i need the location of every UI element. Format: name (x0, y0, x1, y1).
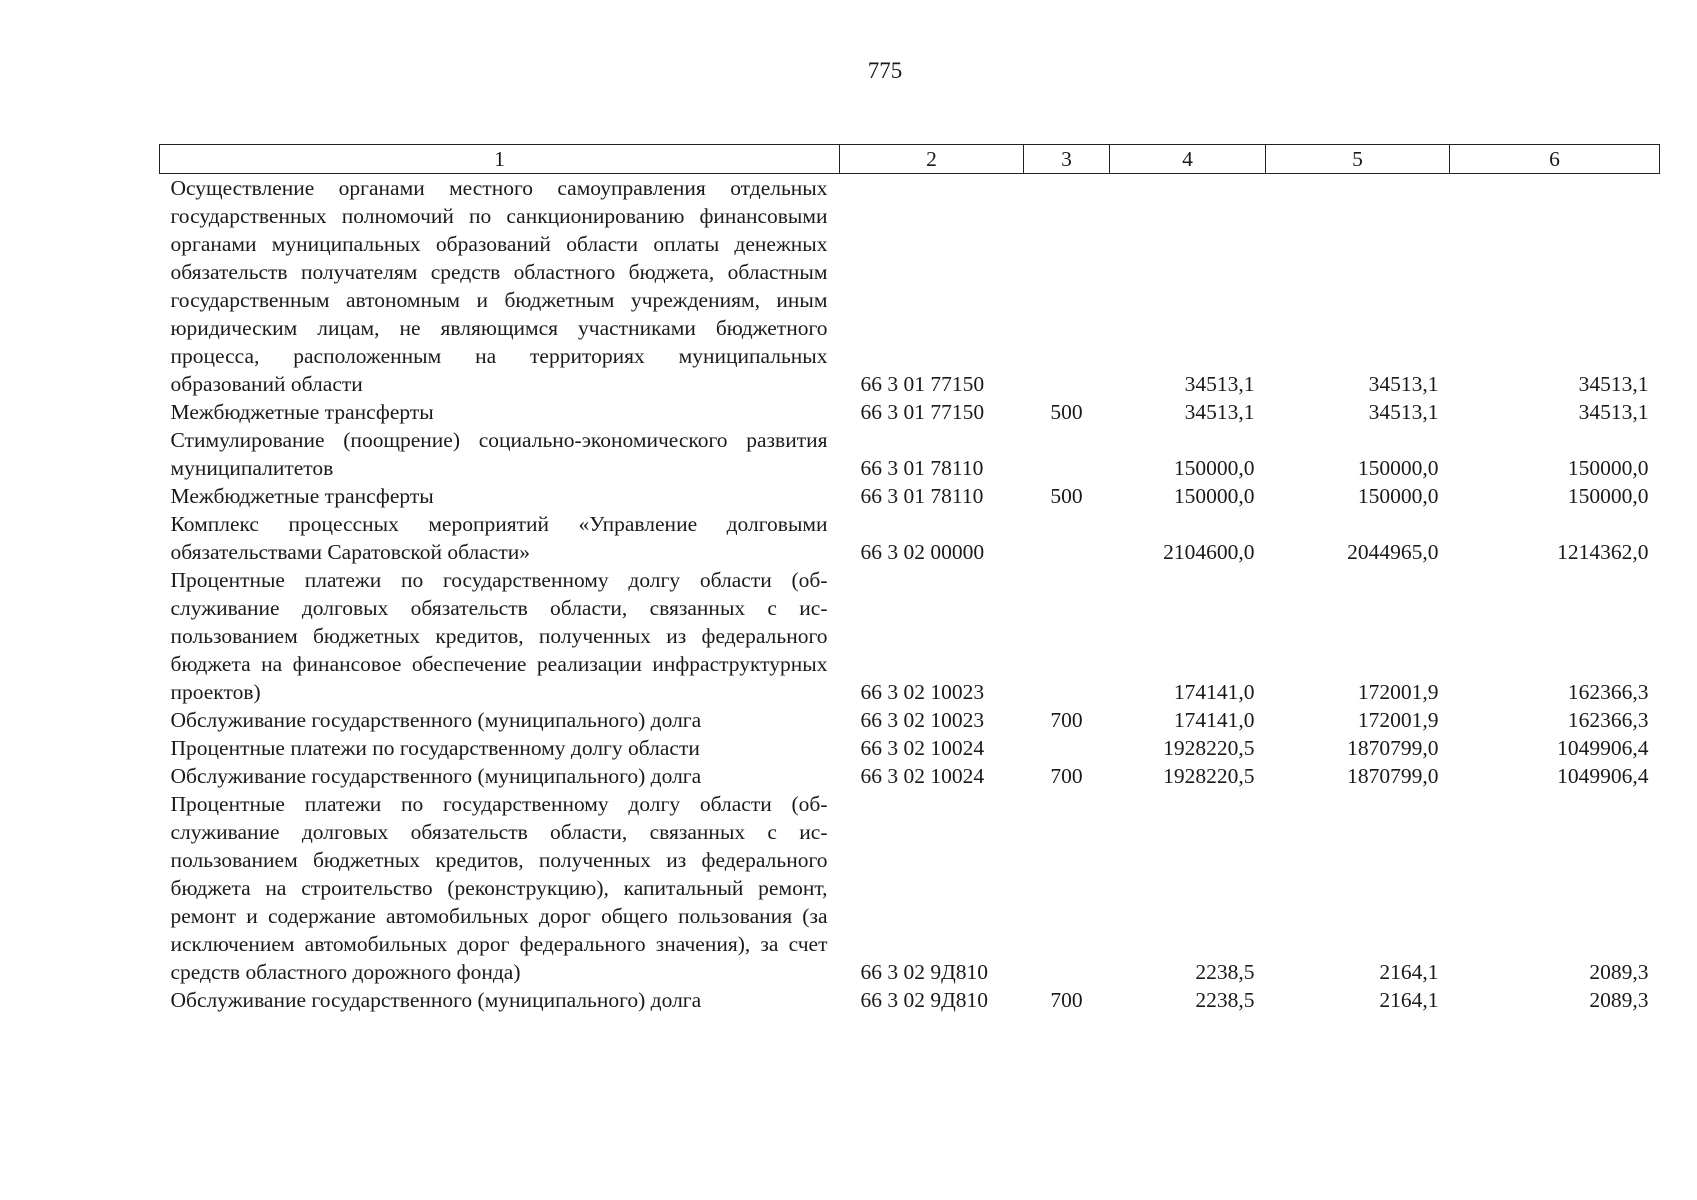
row-value-col5: 2044965,0 (1347, 540, 1439, 564)
row-name: Процентные платежи по государственному долгу области (170, 736, 700, 760)
row-value-col6: 1049906,4 (1557, 736, 1649, 760)
column-header-2: 2 (840, 145, 1024, 174)
row-expense-type (1024, 174, 1110, 399)
row-value-col4: 1928220,5 (1163, 736, 1255, 760)
table-row (160, 734, 1660, 762)
row-value-col4: 34513,1 (1184, 372, 1255, 396)
row-code: 66 3 01 78110 (860, 456, 984, 480)
row-value-col5: 1870799,0 (1347, 736, 1439, 760)
row-value-col6: 1214362,0 (1557, 540, 1649, 564)
row-code: 66 3 02 10024 (860, 764, 985, 788)
row-value-col5: 172001,9 (1357, 708, 1439, 732)
row-name: Процентные платежи по государственному долгу области (обслуживание долговых обязательств области, связанных с использованием бюджетных кредитов, полученных из федерального бюджета на финансовое обеспечение реализации инфраструктурных проектов) (170, 568, 828, 704)
table-row (160, 762, 1660, 790)
row-value-col5: 2164,1 (1379, 960, 1439, 984)
row-expense-type: 500 (1050, 484, 1083, 508)
row-value-col5: 150000,0 (1357, 484, 1439, 508)
page-number: 775 (867, 58, 903, 83)
row-value-col6: 2089,3 (1589, 988, 1649, 1012)
row-expense-type: 700 (1050, 764, 1083, 788)
row-value-col5: 1870799,0 (1347, 764, 1439, 788)
row-expense-type: 700 (1050, 708, 1083, 732)
row-value-col6: 1049906,4 (1557, 764, 1649, 788)
row-name: Межбюджетные трансферты (170, 400, 434, 424)
row-code: 66 3 02 10023 (860, 680, 985, 704)
row-name: Стимулирование (поощрение) социально-экономического развития муниципалитетов (170, 428, 828, 480)
column-header-6: 6 (1450, 145, 1660, 174)
row-code: 66 3 01 78110 (860, 484, 984, 508)
table-row (160, 426, 1660, 482)
row-value-col4: 1928220,5 (1163, 764, 1255, 788)
row-code: 66 3 02 10024 (860, 736, 985, 760)
row-value-col5: 172001,9 (1357, 680, 1439, 704)
row-name: Межбюджетные трансферты (170, 484, 434, 508)
column-header-3: 3 (1024, 145, 1110, 174)
row-code: 66 3 02 9Д810 (860, 960, 989, 984)
table-row (160, 510, 1660, 566)
row-value-col6: 162366,3 (1567, 708, 1649, 732)
row-value-col4: 174141,0 (1173, 708, 1255, 732)
row-expense-type (1024, 510, 1110, 566)
row-value-col4: 2238,5 (1195, 960, 1255, 984)
row-value-col4: 34513,1 (1184, 400, 1255, 424)
row-expense-type: 700 (1050, 988, 1083, 1012)
column-header-4: 4 (1110, 145, 1266, 174)
row-name: Обслуживание государственного (муниципального) долга (170, 708, 702, 732)
row-value-col5: 34513,1 (1368, 400, 1439, 424)
row-code: 66 3 02 10023 (860, 708, 985, 732)
row-name: Процентные платежи по государственному долгу области (обслуживание долговых обязательств области, связанных с использованием бюджетных кредитов, полученных из федерального бюджета на строительство (реконструкцию), капитальный ремонт, ремонт и содержание автомобильных дорог общего пользования (за исключением автомобильных дорог федерального значения), за счет средств областного дорожного фонда) (170, 792, 828, 984)
row-value-col6: 34513,1 (1578, 372, 1649, 396)
table-row (160, 174, 1660, 399)
row-value-col5: 150000,0 (1357, 456, 1439, 480)
row-expense-type (1024, 790, 1110, 986)
row-value-col5: 2164,1 (1379, 988, 1439, 1012)
budget-table (159, 144, 1660, 1014)
row-value-col6: 150000,0 (1567, 484, 1649, 508)
row-code: 66 3 02 00000 (860, 540, 985, 564)
table-header (160, 145, 1660, 174)
row-value-col5: 34513,1 (1368, 372, 1439, 396)
row-value-col4: 2104600,0 (1163, 540, 1255, 564)
row-name: Обслуживание государственного (муниципального) долга (170, 988, 702, 1012)
row-code: 66 3 01 77150 (860, 400, 985, 424)
row-code: 66 3 02 9Д810 (860, 988, 989, 1012)
table-row (160, 986, 1660, 1014)
row-value-col4: 2238,5 (1195, 988, 1255, 1012)
row-expense-type (1024, 566, 1110, 706)
row-name: Осуществление органами местного самоуправления отдельных государственных полномочий по санкционированию финансовыми органами муниципальных образований области оплаты денежных обязательств получателям средств областного бюджета, областным государственным автономным и бюджетным учреждениям, иным юридическим лицам, не являющимся участниками бюджетного процесса, расположенным на территориях муниципальных образований области (170, 176, 828, 396)
row-code: 66 3 01 77150 (860, 372, 985, 396)
row-name: Обслуживание государственного (муниципального) долга (170, 764, 702, 788)
table-body (160, 174, 1660, 1015)
row-value-col4: 150000,0 (1173, 484, 1255, 508)
row-value-col6: 162366,3 (1567, 680, 1649, 704)
row-value-col6: 34513,1 (1578, 400, 1649, 424)
table-row (160, 790, 1660, 986)
table-row (160, 566, 1660, 706)
row-value-col6: 150000,0 (1567, 456, 1649, 480)
table-row (160, 482, 1660, 510)
row-expense-type (1024, 426, 1110, 482)
table-row (160, 398, 1660, 426)
row-name: Комплекс процессных мероприятий «Управление долговыми обязательствами Саратовской области» (170, 512, 828, 564)
row-value-col6: 2089,3 (1589, 960, 1649, 984)
column-header-1: 1 (160, 145, 840, 174)
header-row (160, 145, 1660, 174)
row-expense-type: 500 (1050, 400, 1083, 424)
row-value-col4: 174141,0 (1173, 680, 1255, 704)
row-expense-type (1024, 734, 1110, 762)
table-row (160, 706, 1660, 734)
row-value-col4: 150000,0 (1173, 456, 1255, 480)
column-header-5: 5 (1266, 145, 1450, 174)
